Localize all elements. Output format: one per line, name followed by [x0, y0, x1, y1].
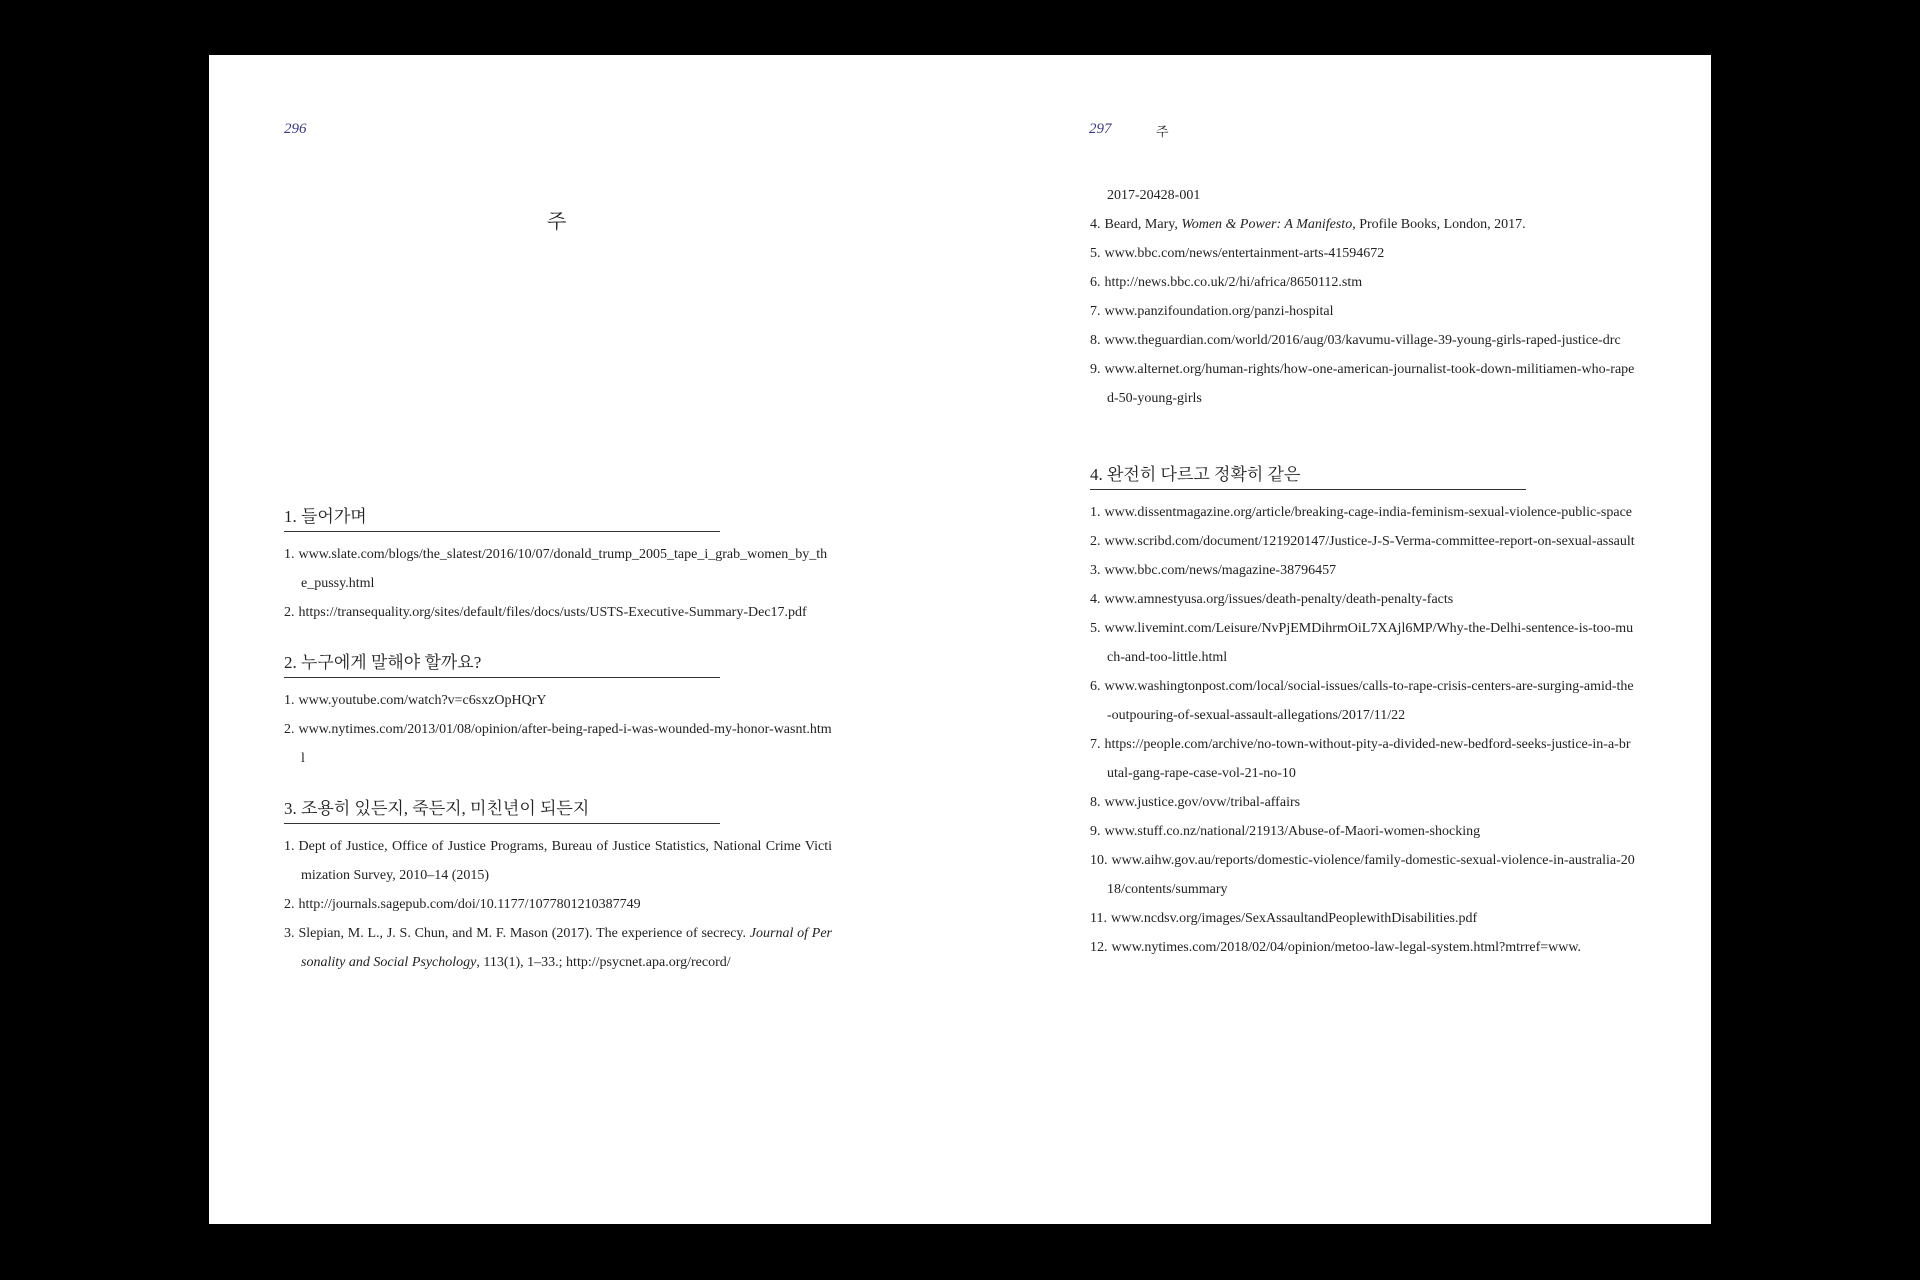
note-text: www.ncdsv.org/images/SexAssaultandPeoplewithDisabilities.pdf	[1110, 911, 1478, 926]
note-item	[1090, 672, 1635, 730]
note-number: 7.	[1090, 737, 1101, 752]
note-number: 8.	[1090, 795, 1101, 810]
note-item	[1090, 614, 1635, 672]
note-number: 11.	[1090, 911, 1107, 926]
note-text: https://people.com/archive/no-town-without-pity-a-divided-new-bedford-seeks-justice-in-a-brutal-gang-rape-case-vol-21-no-10	[1104, 737, 1631, 781]
note-item	[284, 598, 832, 627]
note-number: 3.	[1090, 563, 1101, 578]
page-number: 297	[1089, 121, 1112, 137]
note-number: 9.	[1090, 824, 1101, 839]
page-number: 296	[284, 121, 307, 137]
note-item	[1090, 268, 1635, 297]
note-item	[284, 890, 832, 919]
note-item	[1090, 355, 1635, 413]
note-text: , 113(1), 1–33.; http://psycnet.apa.org/record/	[476, 955, 731, 970]
note-text: www.alternet.org/human-rights/how-one-american-journalist-took-down-militiamen-who-raped-50-young-girls	[1104, 362, 1635, 406]
note-number: 2.	[284, 897, 295, 912]
notes-list	[284, 505, 832, 977]
note-text: www.nytimes.com/2018/02/04/opinion/metoo-law-legal-system.html?mtrref=www.	[1111, 940, 1582, 955]
note-item	[1090, 817, 1635, 846]
section-heading: 2. 누구에게 말해야 할까요?	[284, 651, 720, 678]
notes-section	[284, 797, 832, 977]
note-text: www.bbc.com/news/magazine-38796457	[1104, 563, 1337, 578]
note-number: 7.	[1090, 304, 1101, 319]
notes-section	[284, 505, 832, 627]
note-text: www.slate.com/blogs/the_slatest/2016/10/07/donald_trump_2005_tape_i_grab_women_by_the_pussy.html	[298, 547, 828, 591]
note-item	[1090, 904, 1635, 933]
note-number: 2.	[284, 722, 295, 737]
note-text: http://journals.sagepub.com/doi/10.1177/1077801210387749	[298, 897, 641, 912]
note-number: 10.	[1090, 853, 1108, 868]
note-item	[284, 919, 832, 977]
note-italic-title: Journal of Personality and Social Psychology	[301, 926, 832, 970]
note-item	[1090, 730, 1635, 788]
book-spread	[209, 55, 1711, 1224]
note-item	[1090, 527, 1635, 556]
notes-section	[284, 651, 832, 773]
right-page	[960, 55, 1711, 1224]
note-text: www.nytimes.com/2013/01/08/opinion/after-being-raped-i-was-wounded-my-honor-wasnt.html	[298, 722, 832, 766]
note-item	[284, 540, 832, 598]
section-heading: 3. 조용히 있든지, 죽든지, 미친년이 되든지	[284, 797, 720, 824]
note-item	[1090, 297, 1635, 326]
note-text: Beard, Mary,	[1104, 217, 1182, 232]
note-continuation: 2017-20428-001	[1107, 188, 1201, 203]
note-text: http://news.bbc.co.uk/2/hi/africa/8650112.stm	[1104, 275, 1363, 290]
notes-section	[1090, 463, 1635, 962]
section-spacer	[1090, 413, 1635, 439]
section-heading: 1. 들어가며	[284, 505, 720, 532]
note-text: www.dissentmagazine.org/article/breaking-cage-india-feminism-sexual-violence-public-space	[1104, 505, 1633, 520]
note-number: 4.	[1090, 217, 1101, 232]
note-item	[1090, 556, 1635, 585]
note-text: www.scribd.com/document/121920147/Justice-J-S-Verma-committee-report-on-sexual-assault	[1104, 534, 1635, 549]
running-head: 주	[1156, 124, 1169, 139]
note-number: 9.	[1090, 362, 1101, 377]
note-number: 1.	[284, 547, 295, 562]
note-text: www.aihw.gov.au/reports/domestic-violence/family-domestic-sexual-violence-in-australia-2018/contents/summary	[1107, 853, 1635, 897]
note-item	[1090, 585, 1635, 614]
note-number: 1.	[284, 693, 295, 708]
note-item	[1090, 846, 1635, 904]
section-heading: 4. 완전히 다르고 정확히 같은	[1090, 463, 1526, 490]
note-text: , Profile Books, London, 2017.	[1352, 217, 1526, 232]
chapter-title: 주	[547, 211, 567, 233]
note-italic-title: Women & Power: A Manifesto	[1181, 217, 1353, 232]
note-text: www.youtube.com/watch?v=c6sxzOpHQrY	[298, 693, 547, 708]
note-number: 1.	[284, 839, 295, 854]
note-text: www.amnestyusa.org/issues/death-penalty/death-penalty-facts	[1104, 592, 1454, 607]
note-item	[1090, 788, 1635, 817]
note-item	[1090, 239, 1635, 268]
note-number: 3.	[284, 926, 295, 941]
note-number: 5.	[1090, 246, 1101, 261]
note-number: 5.	[1090, 621, 1101, 636]
left-page	[209, 55, 960, 1224]
note-text: Slepian, M. L., J. S. Chun, and M. F. Mason (2017). The experience of secrecy.	[298, 926, 750, 941]
note-text: www.theguardian.com/world/2016/aug/03/kavumu-village-39-young-girls-raped-justice-drc	[1104, 333, 1621, 348]
note-number: 6.	[1090, 679, 1101, 694]
note-number: 4.	[1090, 592, 1101, 607]
note-item	[1090, 210, 1635, 239]
note-number: 1.	[1090, 505, 1101, 520]
note-item	[1090, 498, 1635, 527]
note-item	[1090, 933, 1635, 962]
note-item	[284, 715, 832, 773]
note-text: www.washingtonpost.com/local/social-issues/calls-to-rape-crisis-centers-are-surging-amid-the-outpouring-of-sexual-assault-allegations/2017/11/22	[1104, 679, 1634, 723]
note-number: 6.	[1090, 275, 1101, 290]
note-text: www.panzifoundation.org/panzi-hospital	[1104, 304, 1334, 319]
note-number: 2.	[1090, 534, 1101, 549]
note-item	[284, 832, 832, 890]
note-text: Dept of Justice, Office of Justice Programs, Bureau of Justice Statistics, National Crime Victimization Survey, 2010–14 (2015)	[298, 839, 832, 883]
note-text: www.stuff.co.nz/national/21913/Abuse-of-Maori-women-shocking	[1104, 824, 1481, 839]
note-text: www.bbc.com/news/entertainment-arts-41594672	[1104, 246, 1385, 261]
note-number: 12.	[1090, 940, 1108, 955]
note-number: 8.	[1090, 333, 1101, 348]
note-item	[284, 686, 832, 715]
note-text: www.livemint.com/Leisure/NvPjEMDihrmOiL7XAjl6MP/Why-the-Delhi-sentence-is-too-much-and-too-little.html	[1104, 621, 1634, 665]
notes-list	[1090, 181, 1635, 962]
note-item	[1090, 326, 1635, 355]
note-text: https://transequality.org/sites/default/files/docs/usts/USTS-Executive-Summary-Dec17.pdf	[298, 605, 807, 620]
note-text: www.justice.gov/ovw/tribal-affairs	[1104, 795, 1301, 810]
note-number: 2.	[284, 605, 295, 620]
